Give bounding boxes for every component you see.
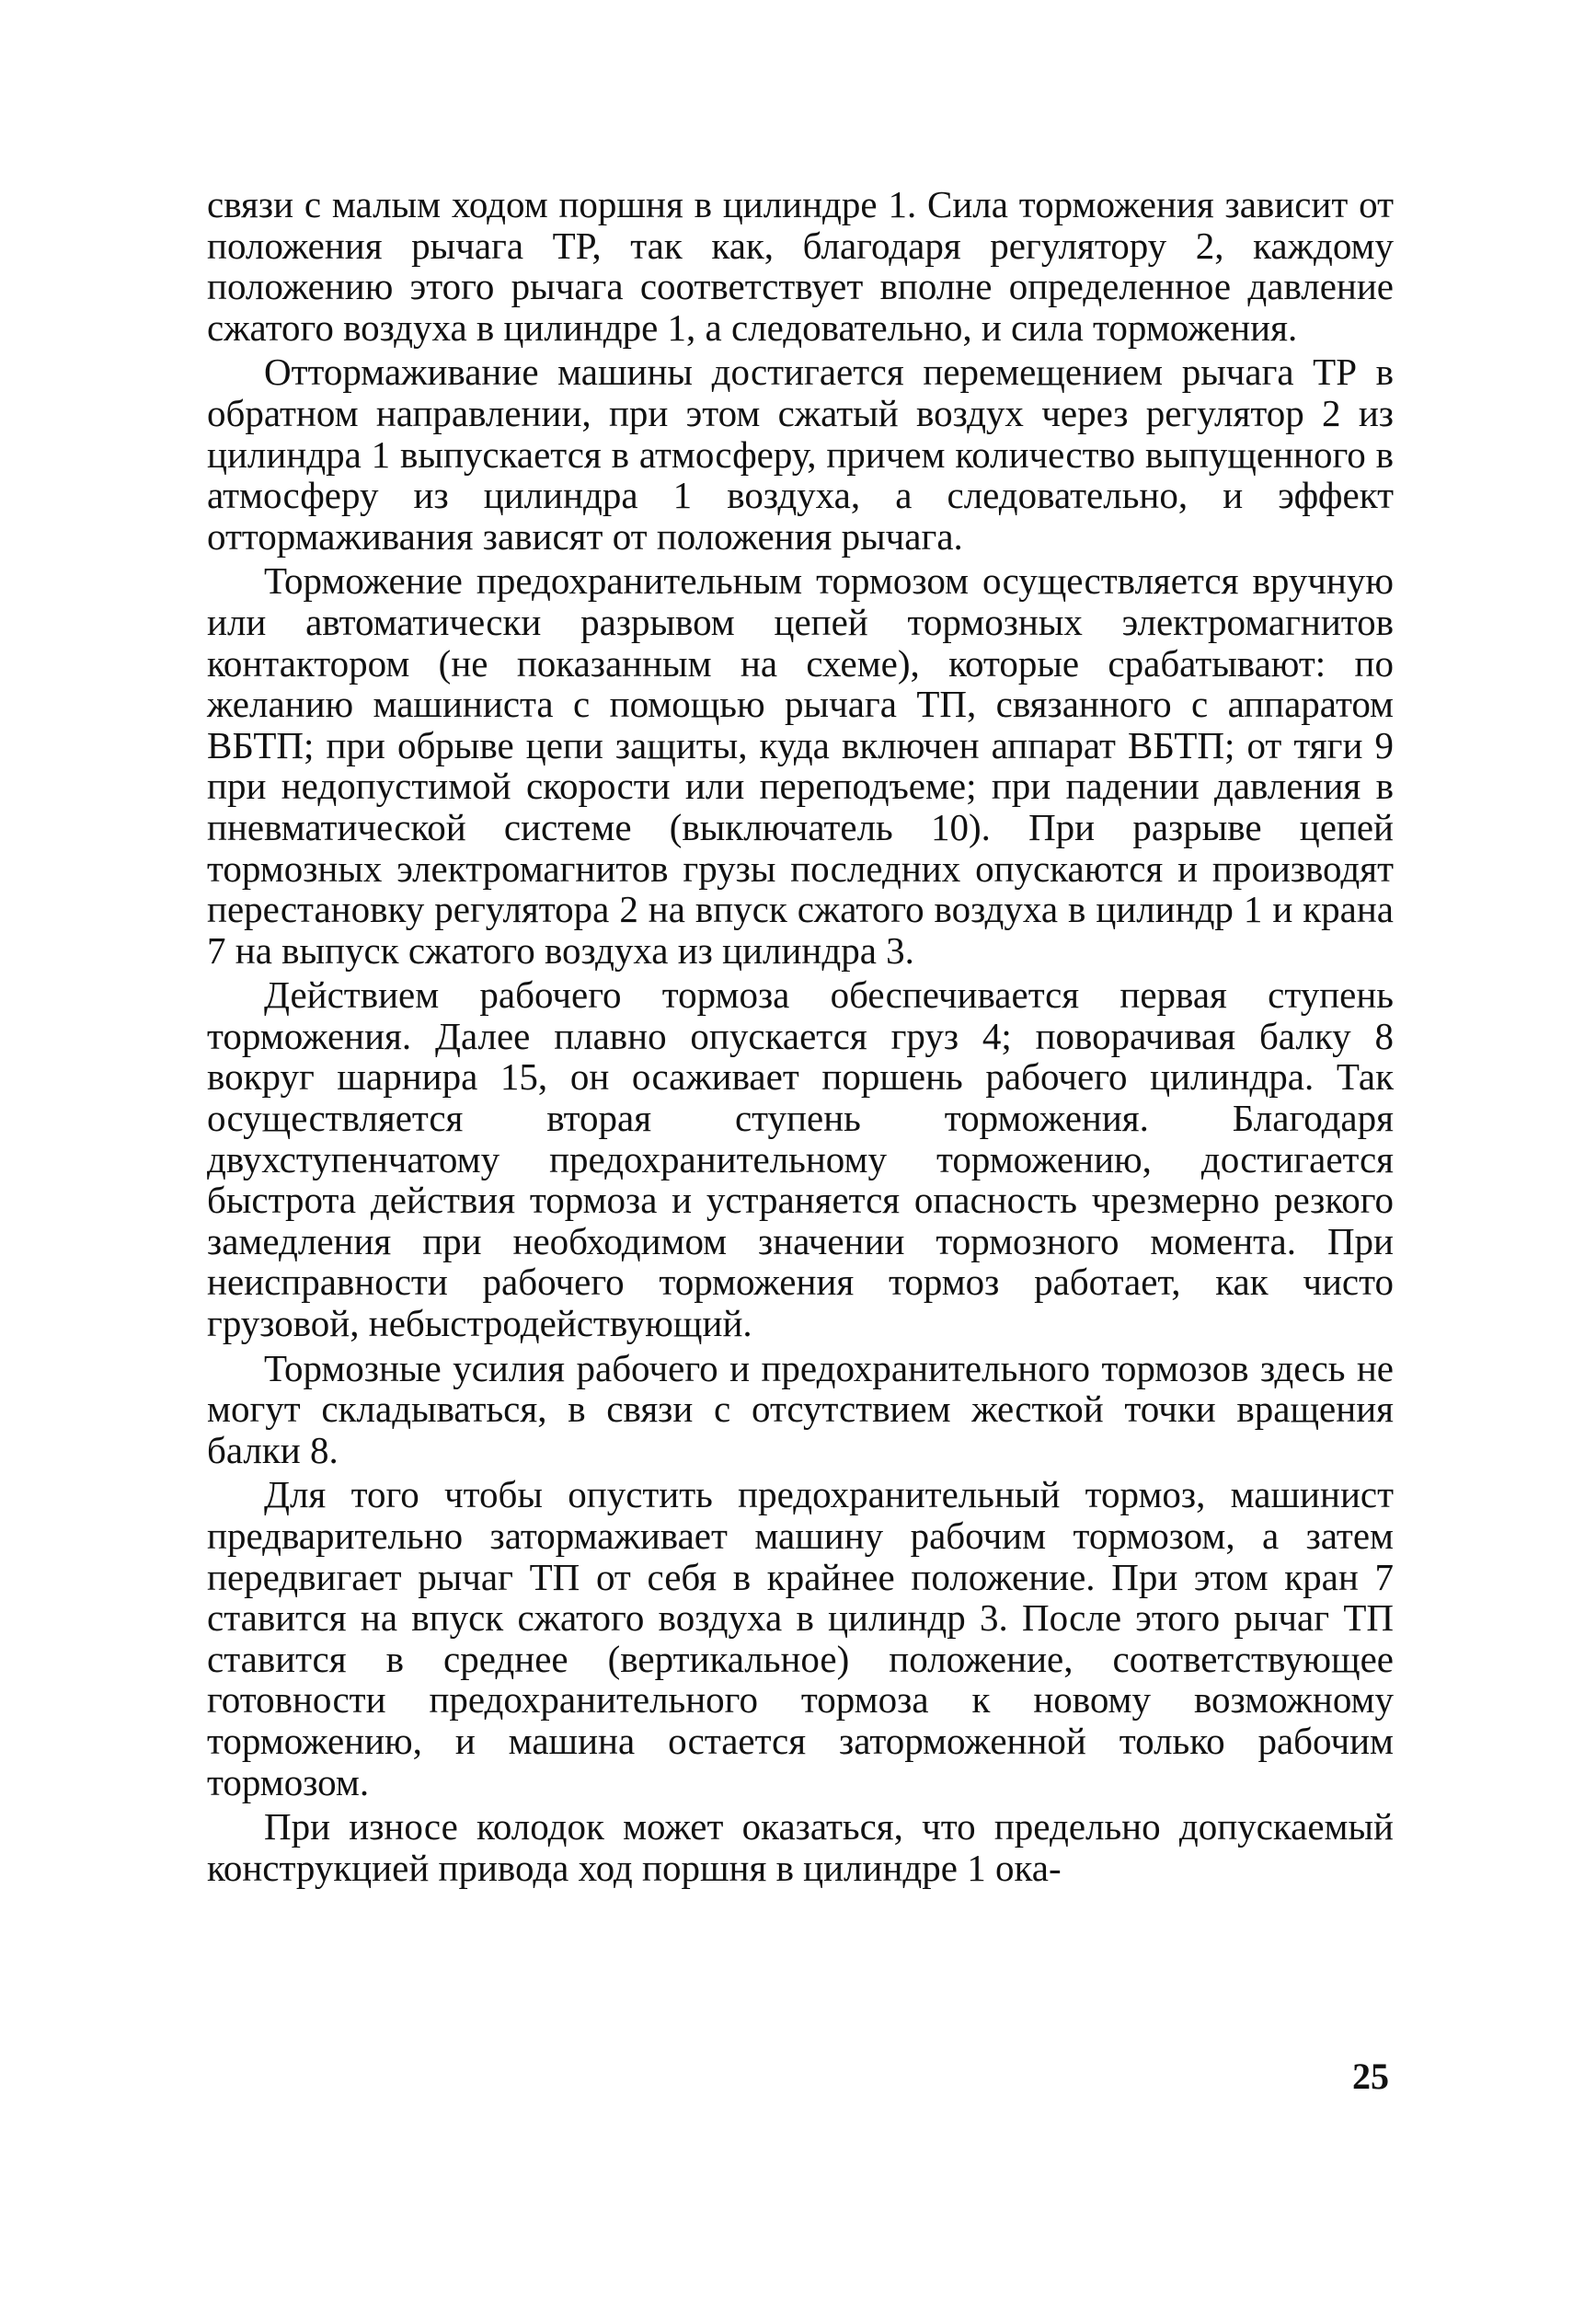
paragraph-3: Торможение предохранительным тормозом осуществляется вручную или автоматически разрывом цепей тормозных электромагнитов контактором (не показанным на схеме), которые срабатывают: по желанию машиниста с помощью рычага ТП, связанного с аппаратом ВБТП; при обрыве цепи защиты, куда включен аппарат ВБТП; от тяги 9 при недопустимой скорости или переподъеме; при падении давления в пневматической системе (выключатель 10). При разрыве цепей тормозных электромагнитов грузы последних опускаются и производят перестановку регулятора 2 на впуск сжатого воздуха в цилиндр 1 и крана 7 на выпуск сжатого воздуха из цилиндра 3.: [207, 559, 1394, 972]
body-text: [207, 184, 1394, 1892]
paragraph-5: Тормозные усилия рабочего и предохранительного тормозов здесь не могут складываться, в связи с отсутствием жесткой точки вращения балки 8.: [207, 1346, 1394, 1471]
page-number: 25: [1352, 2056, 1389, 2097]
paragraph-6: Для того чтобы опустить предохранительный тормоз, машинист предварительно затормаживает машину рабочим тормозом, а затем передвигает рычаг ТП от себя в крайнее положение. При этом кран 7 ставится на впуск сжатого воздуха в цилиндр 3. После этого рычаг ТП ставится в среднее (вертикальное) положение, соответствующее готовности предохранительного тормоза к новому возможному торможению, и машина остается заторможенной только рабочим тормозом.: [207, 1473, 1394, 1803]
paragraph-1: связи с малым ходом поршня в цилиндре 1. Сила торможения зависит от положения рычага ТР, так как, благодаря регулятору 2, каждому положению этого рычага соответствует вполне определенное давление сжатого воздуха в цилиндре 1, а следовательно, и сила торможения.: [207, 183, 1394, 349]
paragraph-4: Действием рабочего тормоза обеспечивается первая ступень торможения. Далее плавно опускается груз 4; поворачивая балку 8 вокруг шарнира 15, он осаживает поршень рабочего цилиндра. Так осуществляется вторая ступень торможения. Благодаря двухступенчатому предохранительному торможению, достигается быстрота действия тормоза и устраняется опасность чрезмерно резкого замедления при необходимом значении тормозного момента. При неисправности рабочего торможения тормоз работает, как чисто грузовой, небыстродействующий.: [207, 973, 1394, 1345]
paragraph-7: При износе колодок может оказаться, что предельно допускаемый конструкцией привода ход поршня в цилиндре 1 ока-: [207, 1805, 1394, 1889]
paragraph-2: Оттормаживание машины достигается перемещением рычага ТР в обратном направлении, при этом сжатый воздух через регулятор 2 из цилиндра 1 выпускается в атмосферу, причем количество выпущенного в атмосферу из цилиндра 1 воздуха, а следовательно, и эффект оттормаживания зависят от положения рычага.: [207, 351, 1394, 558]
